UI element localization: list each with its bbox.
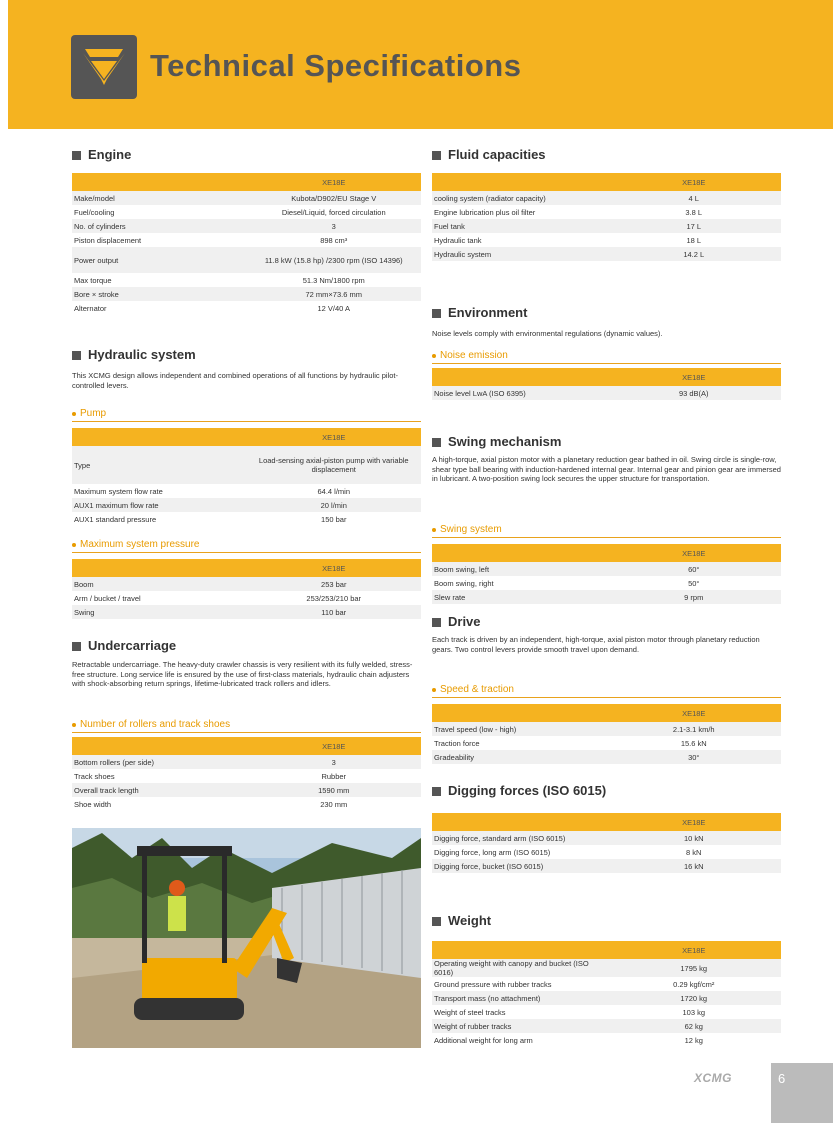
spec-value: Kubota/D902/EU Stage V (247, 191, 422, 205)
spec-value: 17 L (607, 219, 782, 233)
pump-table (72, 428, 421, 526)
weight-section (432, 911, 781, 1047)
hydraulic-title: Hydraulic system (72, 345, 421, 365)
model-header: XE18E (247, 173, 422, 191)
rollers-subtitle: Number of rollers and track shoes (72, 718, 421, 733)
fluid-title: Fluid capacities (432, 145, 781, 165)
hydraulic-section (72, 345, 421, 619)
spec-label: No. of cylinders (72, 219, 247, 233)
spec-value: 1590 mm (247, 783, 422, 797)
undercarriage-title: Undercarriage (72, 636, 421, 656)
spec-value: 50° (607, 576, 782, 590)
engine-section (72, 145, 421, 315)
spec-label: Hydraulic tank (432, 233, 607, 247)
spec-label: Digging force, long arm (ISO 6015) (432, 845, 607, 859)
spec-label: Weight of steel tracks (432, 1005, 607, 1019)
spec-value: Rubber (247, 769, 422, 783)
model-header: XE18E (607, 544, 782, 562)
model-header: XE18E (607, 173, 782, 191)
spec-value: 3.8 L (607, 205, 782, 219)
model-header: XE18E (607, 941, 782, 959)
digging-table (432, 813, 781, 873)
spec-label: Boom (72, 577, 247, 591)
pressure-table (72, 559, 421, 619)
swing-subtitle: Swing system (432, 523, 781, 538)
spec-label: Overall track length (72, 783, 247, 797)
spec-label: Arm / bucket / travel (72, 591, 247, 605)
environment-description: Noise levels comply with environmental regulations (dynamic values). (432, 329, 663, 338)
rollers-table (72, 737, 421, 811)
drive-description: Each track is driven by an independent, high-torque, axial piston motor through planetary reduction gears. Two control levers provide smooth travel upon demand. (432, 635, 760, 654)
spec-value: 8 kN (607, 845, 782, 859)
spec-value: 64.4 l/min (247, 484, 422, 498)
table-header-blank (72, 737, 247, 755)
pump-subtitle: Pump (72, 407, 421, 422)
spec-label: Hydraulic system (432, 247, 607, 261)
spec-label: Engine lubrication plus oil filter (432, 205, 607, 219)
spec-label: Boom swing, left (432, 562, 607, 576)
spec-label: Noise level LwA (ISO 6395) (432, 386, 607, 400)
table-header-blank (432, 368, 607, 386)
spec-label: AUX1 standard pressure (72, 512, 247, 526)
page-title: Technical Specifications (150, 48, 522, 83)
digging-section (432, 781, 781, 873)
swing-description: A high-torque, axial piston motor with a planetary reduction gear bathed in oil. Swing circle is single-row, shear type ball bearing with induction-hardened internal gear. Internal gear and pinion gear are immersed in lubricant. A two-position swing lock secures the upper structure for transportation. (432, 455, 781, 483)
spec-value: 0.29 kgf/cm² (607, 977, 782, 991)
spec-value: 898 cm³ (247, 233, 422, 247)
spec-value: 93 dB(A) (607, 386, 782, 400)
excavator-photo (72, 828, 421, 1048)
spec-value: 11.8 kW (15.8 hp) /2300 rpm (ISO 14396) (247, 247, 422, 273)
spec-value: 103 kg (607, 1005, 782, 1019)
spec-value: 253/253/210 bar (247, 591, 422, 605)
table-header-blank (432, 704, 607, 722)
table-header-blank (72, 559, 247, 577)
engine-title: Engine (72, 145, 421, 165)
spec-label: Make/model (72, 191, 247, 205)
spec-label: Bore × stroke (72, 287, 247, 301)
footer-brand-logo: XCMG (694, 1071, 732, 1085)
swing-title: Swing mechanism (432, 432, 781, 452)
spec-value: 20 l/min (247, 498, 422, 512)
hydraulic-description: This XCMG design allows independent and combined operations of all functions by hydraulic pilot-controlled levers. (72, 371, 399, 390)
weight-title: Weight (432, 911, 781, 931)
spec-label: Transport mass (no attachment) (432, 991, 607, 1005)
spec-label: Type (72, 446, 247, 484)
spec-label: Maximum system flow rate (72, 484, 247, 498)
engine-table (72, 173, 421, 315)
spec-label: Additional weight for long arm (432, 1033, 607, 1047)
table-header-blank (432, 813, 607, 831)
undercarriage-description: Retractable undercarriage. The heavy-duty crawler chassis is very resilient with its fully welded, stress-free structure. Long service life is ensured by the use of first-class materials, hydraulic chain adjusters with shock-absorbing return springs, lifetime-lubricated track rollers and idlers. (72, 660, 413, 688)
model-header: XE18E (607, 704, 782, 722)
pressure-subtitle: Maximum system pressure (72, 538, 421, 553)
swing-section (432, 432, 781, 604)
spec-value: 14.2 L (607, 247, 782, 261)
spec-label: AUX1 maximum flow rate (72, 498, 247, 512)
spec-value: 72 mm×73.6 mm (247, 287, 422, 301)
model-header: XE18E (247, 428, 422, 446)
spec-value: 12 kg (607, 1033, 782, 1047)
spec-label: Track shoes (72, 769, 247, 783)
spec-label: Operating weight with canopy and bucket (ISO 6016) (432, 959, 607, 977)
page-number: 6 (778, 1071, 786, 1086)
spec-value: 30° (607, 750, 782, 764)
undercarriage-section (72, 636, 421, 811)
fluid-section (432, 145, 781, 261)
spec-value: 1720 kg (607, 991, 782, 1005)
spec-value: 10 kN (607, 831, 782, 845)
spec-value: 253 bar (247, 577, 422, 591)
spec-value: 3 (247, 755, 422, 769)
spec-label: Swing (72, 605, 247, 619)
spec-label: Traction force (432, 736, 607, 750)
spec-value: 1795 kg (607, 959, 782, 977)
spec-label: Piston displacement (72, 233, 247, 247)
table-header-blank (432, 173, 607, 191)
environment-title: Environment (432, 303, 781, 323)
spec-label: Shoe width (72, 797, 247, 811)
spec-label: Weight of rubber tracks (432, 1019, 607, 1033)
digging-title: Digging forces (ISO 6015) (432, 781, 781, 801)
spec-label: Digging force, standard arm (ISO 6015) (432, 831, 607, 845)
noise-table (432, 368, 781, 400)
spec-value: 9 rpm (607, 590, 782, 604)
spec-label: Max torque (72, 273, 247, 287)
spec-label: Power output (72, 247, 247, 273)
spec-value: 2.1-3.1 km/h (607, 722, 782, 736)
spec-value: Load-sensing axial-piston pump with variable displacement (247, 446, 422, 484)
spec-label: Alternator (72, 301, 247, 315)
model-header: XE18E (607, 813, 782, 831)
fluid-table (432, 173, 781, 261)
spec-label: Fuel/cooling (72, 205, 247, 219)
weight-table (432, 941, 781, 1047)
spec-value: 4 L (607, 191, 782, 205)
spec-value: 15.6 kN (607, 736, 782, 750)
spec-value: 3 (247, 219, 422, 233)
spec-value: 12 V/40 A (247, 301, 422, 315)
table-header-blank (72, 173, 247, 191)
spec-label: Boom swing, right (432, 576, 607, 590)
spec-value: 51.3 Nm/1800 rpm (247, 273, 422, 287)
model-header: XE18E (607, 368, 782, 386)
swing-table (432, 544, 781, 604)
table-header-blank (432, 544, 607, 562)
spec-value: 60° (607, 562, 782, 576)
spec-value: 230 mm (247, 797, 422, 811)
xcmg-logo-icon (71, 35, 137, 99)
spec-label: cooling system (radiator capacity) (432, 191, 607, 205)
spec-label: Digging force, bucket (ISO 6015) (432, 859, 607, 873)
spec-value: Diesel/Liquid, forced circulation (247, 205, 422, 219)
model-header: XE18E (247, 737, 422, 755)
model-header: XE18E (247, 559, 422, 577)
spec-label: Ground pressure with rubber tracks (432, 977, 607, 991)
noise-subtitle: Noise emission (432, 349, 781, 364)
drive-title: Drive (432, 612, 781, 632)
spec-value: 62 kg (607, 1019, 782, 1033)
table-header-blank (432, 941, 607, 959)
spec-value: 18 L (607, 233, 782, 247)
spec-label: Slew rate (432, 590, 607, 604)
spec-label: Travel speed (low - high) (432, 722, 607, 736)
environment-section (432, 303, 781, 400)
spec-value: 150 bar (247, 512, 422, 526)
drive-section (432, 612, 781, 764)
table-header-blank (72, 428, 247, 446)
speed-table (432, 704, 781, 764)
spec-label: Bottom rollers (per side) (72, 755, 247, 769)
spec-label: Gradeability (432, 750, 607, 764)
spec-value: 110 bar (247, 605, 422, 619)
spec-value: 16 kN (607, 859, 782, 873)
spec-label: Fuel tank (432, 219, 607, 233)
speed-subtitle: Speed & traction (432, 683, 781, 698)
